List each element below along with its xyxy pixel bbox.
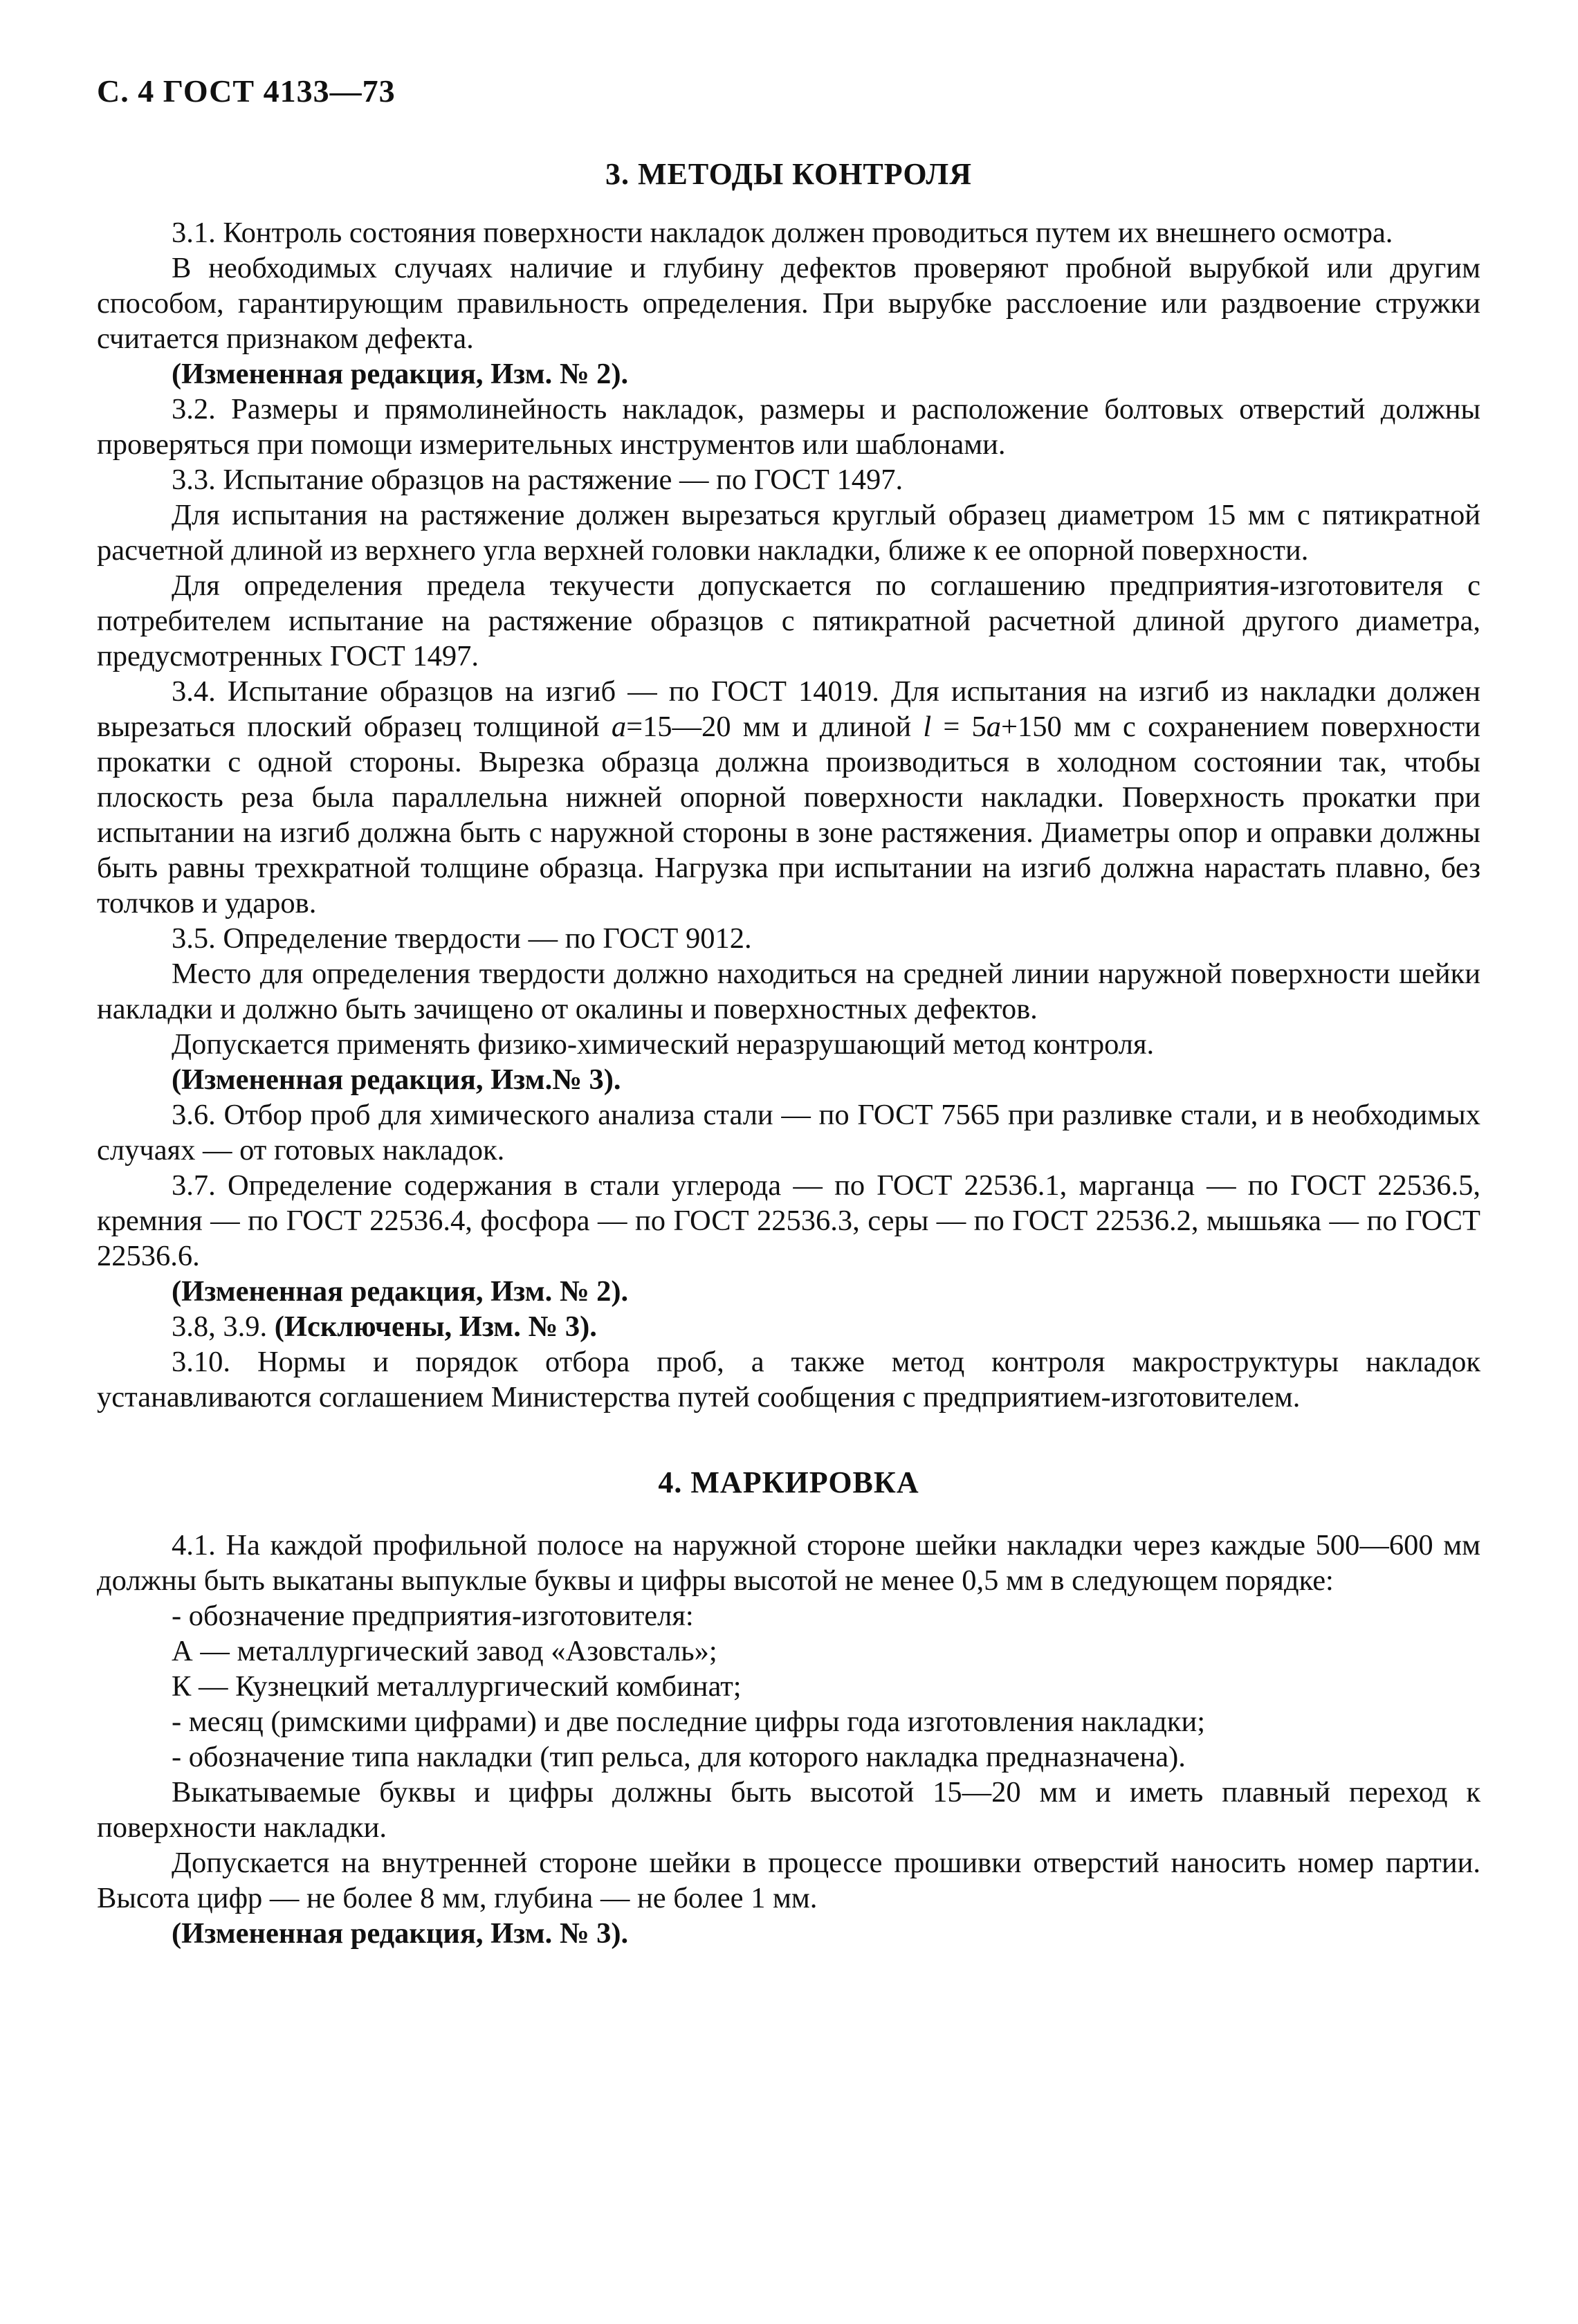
amendment-note: (Измененная редакция, Изм. № 2). <box>172 1275 629 1308</box>
paragraph-3-4-text: 3.4. Испытание образцов на изгиб — по ГОСТ 14019. Для испытания на изгиб из накладки должен вырезаться плоский образец толщиной <box>97 675 1480 743</box>
amendment-note: (Измененная редакция, Изм.№ 3). <box>172 1063 621 1096</box>
paragraph-3-6: 3.6. Отбор проб для химического анализа стали — по ГОСТ 7565 при разливке стали, и в необходимых случаях — от готовых накладок. <box>97 1099 1480 1166</box>
paragraph-3-8-number: 3.8, 3.9. <box>172 1310 275 1343</box>
paragraph-3-4-text: =15—20 мм и длиной <box>626 711 924 743</box>
page-header: С. 4 ГОСТ 4133—73 <box>97 73 396 109</box>
section-4-title: 4. МАРКИРОВКА <box>658 1465 919 1499</box>
paragraph-3-3: 3.3. Испытание образцов на растяжение — по ГОСТ 1497. <box>172 464 903 496</box>
list-item: К — Кузнецкий металлургический комбинат; <box>172 1670 742 1703</box>
paragraph-4-1: 4.1. На каждой профильной полосе на наружной стороне шейки накладки через каждые 500—600 мм должны быть выкатаны выпуклые буквы и цифры высотой не менее 0,5 мм в следующем порядке: <box>97 1529 1480 1597</box>
paragraph-3-5: 3.5. Определение твердости — по ГОСТ 9012. <box>172 922 752 955</box>
list-item: - обозначение типа накладки (тип рельса, для которого накладка предназначена). <box>172 1741 1186 1773</box>
paragraph-3-1: 3.1. Контроль состояния поверхности накладок должен проводиться путем их внешнего осмотра. <box>172 217 1393 249</box>
document-page <box>97 73 1480 1951</box>
amendment-note: (Измененная редакция, Изм. № 2). <box>172 358 629 390</box>
paragraph-3-4 <box>97 674 1480 921</box>
variable-a: а <box>611 711 627 743</box>
paragraph-3-2: 3.2. Размеры и прямолинейность накладок, размеры и расположение болтовых отверстий должны проверяться при помощи измерительных инструментов или шаблонами. <box>97 393 1480 461</box>
paragraph-4-1-batch: Допускается на внутренней стороне шейки в процессе прошивки отверстий наносить номер партии. Высота цифр — не более 8 мм, глубина — не более 1 мм. <box>97 1847 1480 1914</box>
paragraph-3-3-continued: Для испытания на растяжение должен вырезаться круглый образец диаметром 15 мм с пятикратной расчетной длиной из верхнего угла верхней головки накладки, ближе к ее опорной поверхности. <box>97 499 1480 567</box>
paragraph-3-8-3-9 <box>97 1309 1480 1344</box>
variable-a: а <box>986 711 1002 743</box>
paragraph-3-3-yield: Для определения предела текучести допускается по соглашению предприятия-изготовителя с потребителем испытание на растяжение образцов с пятикратной расчетной длиной другого диаметра, предусмотренных ГОСТ 1497. <box>97 569 1480 673</box>
paragraph-3-4-text: +150 мм с сохранением поверхности прокатки с одной стороны. Вырезка образца должна производиться в холодном состоянии так, чтобы плоскость реза была параллельна нижней опорной поверхности накладки. Поверхность прокатки при испытании на изгиб должна быть с наружной стороны в зоне растяжения. Диаметры опор и оправки должны быть равны трехкратной толщине образца. Нагрузка при испытании на изгиб должна нарастать плавно, без толчков и ударов. <box>97 711 1480 919</box>
paragraph-4-1-height: Выкатываемые буквы и цифры должны быть высотой 15—20 мм и иметь плавный переход к поверхности накладки. <box>97 1776 1480 1844</box>
amendment-note: (Измененная редакция, Изм. № 3). <box>172 1917 629 1950</box>
variable-l: l <box>923 711 932 743</box>
list-item: А — металлургический завод «Азовсталь»; <box>172 1635 717 1667</box>
paragraph-3-5-method: Допускается применять физико-химический неразрушающий метод контроля. <box>172 1028 1155 1061</box>
paragraph-3-1-continued: В необходимых случаях наличие и глубину дефектов проверяют пробной вырубкой или другим способом, гарантирующим правильность определения. При вырубке расслоение или раздвоение стружки считается признаком дефекта. <box>97 252 1480 355</box>
list-item: - месяц (римскими цифрами) и две последние цифры года изготовления накладки; <box>172 1705 1206 1738</box>
paragraph-3-10: 3.10. Нормы и порядок отбора проб, а также метод контроля макроструктуры накладок устанавливаются соглашением Министерства путей сообщения с предприятием-изготовителем. <box>97 1346 1480 1413</box>
section-3-title: 3. МЕТОДЫ КОНТРОЛЯ <box>605 157 972 191</box>
excluded-note: (Исключены, Изм. № 3). <box>274 1310 597 1343</box>
paragraph-3-7: 3.7. Определение содержания в стали углерода — по ГОСТ 22536.1, марганца — по ГОСТ 22536.5, кремния — по ГОСТ 22536.4, фосфора — по ГОСТ 22536.3, серы — по ГОСТ 22536.2, мышьяка — по ГОСТ 22536.6. <box>97 1169 1480 1272</box>
list-item: - обозначение предприятия-изготовителя: <box>172 1600 694 1632</box>
paragraph-3-4-text: = 5 <box>931 711 987 743</box>
paragraph-3-5-continued: Место для определения твердости должно находиться на средней линии наружной поверхности шейки накладки и должно быть зачищено от окалины и поверхностных дефектов. <box>97 958 1480 1025</box>
